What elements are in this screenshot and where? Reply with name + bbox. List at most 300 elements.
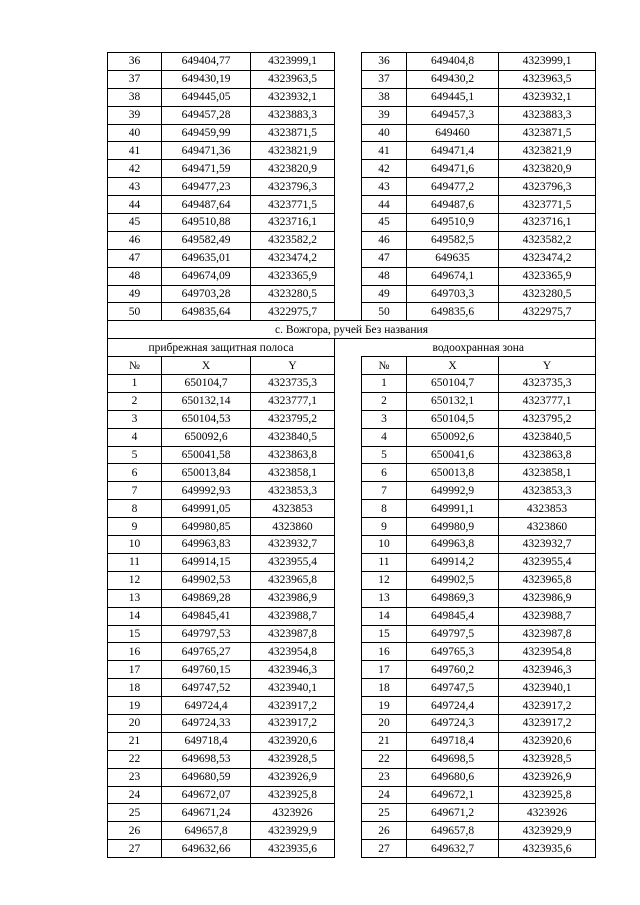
left-point-number: 38	[108, 88, 162, 106]
right-y-coordinate: 4323986,9	[499, 589, 596, 607]
left-point-number: 6	[108, 464, 162, 482]
column-gap	[335, 70, 362, 88]
table-row	[108, 714, 596, 732]
right-x-coordinate: 649477,2	[407, 178, 499, 196]
table-row	[108, 786, 596, 804]
right-point-number: 5	[362, 446, 407, 464]
table-row	[108, 679, 596, 697]
left-y-coordinate: 4323365,9	[251, 267, 335, 285]
right-x-coordinate: 649657,8	[407, 822, 499, 840]
column-gap	[335, 661, 362, 679]
left-x-coordinate: 649477,23	[162, 178, 251, 196]
right-point-number: 39	[362, 106, 407, 124]
left-x-coordinate: 649980,85	[162, 518, 251, 536]
right-y-coordinate: 4323883,3	[499, 106, 596, 124]
right-x-coordinate: 649674,1	[407, 267, 499, 285]
left-x-coordinate: 649674,09	[162, 267, 251, 285]
left-x-coordinate: 649671,24	[162, 804, 251, 822]
left-point-number: 18	[108, 679, 162, 697]
table-row	[108, 625, 596, 643]
column-gap	[335, 267, 362, 285]
table-row	[108, 643, 596, 661]
right-x-coordinate: 649724,4	[407, 697, 499, 715]
right-x-coordinate: 649991,1	[407, 500, 499, 518]
right-y-coordinate: 4323926	[499, 804, 596, 822]
table-row	[108, 518, 596, 536]
column-gap	[335, 410, 362, 428]
left-point-number: 27	[108, 840, 162, 858]
right-y-coordinate: 4323474,2	[499, 249, 596, 267]
right-x-coordinate: 649582,5	[407, 231, 499, 249]
left-x-coordinate: 649991,05	[162, 500, 251, 518]
right-y-coordinate: 4323871,5	[499, 124, 596, 142]
left-point-number: 39	[108, 106, 162, 124]
right-x-coordinate: 649430,2	[407, 70, 499, 88]
right-x-coordinate: 650092,6	[407, 428, 499, 446]
right-y-coordinate: 4323988,7	[499, 607, 596, 625]
right-y-coordinate: 4323955,4	[499, 553, 596, 571]
left-y-coordinate: 4323917,2	[251, 697, 335, 715]
left-x-coordinate: 650104,53	[162, 410, 251, 428]
right-x-coordinate: 649902,5	[407, 571, 499, 589]
right-x-coordinate: 650104,5	[407, 410, 499, 428]
table-row	[108, 464, 596, 482]
left-point-number: 7	[108, 482, 162, 500]
left-x-coordinate: 649869,28	[162, 589, 251, 607]
right-y-coordinate: 4323963,5	[499, 70, 596, 88]
right-y-coordinate: 4323716,1	[499, 214, 596, 232]
column-gap	[335, 375, 362, 393]
left-y-coordinate: 4323795,2	[251, 410, 335, 428]
right-point-number: 9	[362, 518, 407, 536]
column-gap	[335, 679, 362, 697]
table-row	[108, 88, 596, 106]
table-row	[108, 249, 596, 267]
column-header-y: Y	[251, 357, 335, 375]
right-point-number: 2	[362, 392, 407, 410]
right-x-coordinate: 649765,3	[407, 643, 499, 661]
right-x-coordinate: 649724,3	[407, 714, 499, 732]
left-y-coordinate: 4323928,5	[251, 750, 335, 768]
right-x-coordinate: 650041,6	[407, 446, 499, 464]
left-x-coordinate: 650132,14	[162, 392, 251, 410]
left-point-number: 13	[108, 589, 162, 607]
right-point-number: 50	[362, 303, 407, 321]
right-x-coordinate: 649760,2	[407, 661, 499, 679]
column-gap	[335, 392, 362, 410]
left-point-number: 2	[108, 392, 162, 410]
right-x-coordinate: 649703,3	[407, 285, 499, 303]
section-title: с. Вожгора, ручей Без названия	[108, 321, 596, 339]
left-x-coordinate: 649404,77	[162, 53, 251, 71]
right-point-number: 8	[362, 500, 407, 518]
left-y-coordinate: 4323820,9	[251, 160, 335, 178]
right-y-coordinate: 4323926,9	[499, 768, 596, 786]
table-row	[108, 553, 596, 571]
right-point-number: 38	[362, 88, 407, 106]
right-point-number: 18	[362, 679, 407, 697]
column-gap	[335, 643, 362, 661]
left-y-coordinate: 4323771,5	[251, 196, 335, 214]
left-x-coordinate: 649698,53	[162, 750, 251, 768]
left-point-number: 21	[108, 732, 162, 750]
table-row	[108, 822, 596, 840]
left-x-coordinate: 649718,4	[162, 732, 251, 750]
left-y-coordinate: 4323582,2	[251, 231, 335, 249]
left-x-coordinate: 649760,15	[162, 661, 251, 679]
left-y-coordinate: 4323963,5	[251, 70, 335, 88]
right-point-number: 7	[362, 482, 407, 500]
right-point-number: 26	[362, 822, 407, 840]
left-point-number: 12	[108, 571, 162, 589]
right-y-coordinate: 4323735,3	[499, 375, 596, 393]
table-row	[108, 589, 596, 607]
right-x-coordinate: 649404,8	[407, 53, 499, 71]
right-point-number: 4	[362, 428, 407, 446]
column-gap	[335, 822, 362, 840]
right-point-number: 15	[362, 625, 407, 643]
left-point-number: 16	[108, 643, 162, 661]
right-y-coordinate: 4323863,8	[499, 446, 596, 464]
right-y-coordinate: 4323840,5	[499, 428, 596, 446]
column-gap	[335, 196, 362, 214]
left-x-coordinate: 650092,6	[162, 428, 251, 446]
right-x-coordinate: 649680,6	[407, 768, 499, 786]
left-point-number: 9	[108, 518, 162, 536]
column-gap	[335, 339, 362, 357]
table-row	[108, 285, 596, 303]
right-x-coordinate: 649980,9	[407, 518, 499, 536]
left-x-coordinate: 649635,01	[162, 249, 251, 267]
right-point-number: 24	[362, 786, 407, 804]
column-gap	[335, 285, 362, 303]
coordinates-sheet	[107, 52, 595, 858]
right-y-coordinate: 4323954,8	[499, 643, 596, 661]
right-y-coordinate: 4323946,3	[499, 661, 596, 679]
left-y-coordinate: 4323860	[251, 518, 335, 536]
table-row	[108, 142, 596, 160]
left-y-coordinate: 4323932,1	[251, 88, 335, 106]
table-row	[108, 571, 596, 589]
column-gap	[335, 518, 362, 536]
table-row	[108, 428, 596, 446]
table-row	[108, 196, 596, 214]
right-point-number: 49	[362, 285, 407, 303]
left-point-number: 5	[108, 446, 162, 464]
left-y-coordinate: 4323716,1	[251, 214, 335, 232]
left-point-number: 3	[108, 410, 162, 428]
left-y-coordinate: 4323858,1	[251, 464, 335, 482]
right-y-coordinate: 4322975,7	[499, 303, 596, 321]
column-gap	[335, 589, 362, 607]
column-gap	[335, 53, 362, 71]
left-point-number: 19	[108, 697, 162, 715]
column-gap	[335, 428, 362, 446]
left-point-number: 46	[108, 231, 162, 249]
right-y-coordinate: 4323582,2	[499, 231, 596, 249]
right-y-coordinate: 4323940,1	[499, 679, 596, 697]
right-y-coordinate: 4323777,1	[499, 392, 596, 410]
right-point-number: 21	[362, 732, 407, 750]
right-y-coordinate: 4323795,2	[499, 410, 596, 428]
left-y-coordinate: 4323280,5	[251, 285, 335, 303]
left-y-coordinate: 4323987,8	[251, 625, 335, 643]
left-point-number: 22	[108, 750, 162, 768]
column-gap	[335, 303, 362, 321]
table-row	[108, 303, 596, 321]
right-y-coordinate: 4323858,1	[499, 464, 596, 482]
right-point-number: 27	[362, 840, 407, 858]
column-header-x: X	[162, 357, 251, 375]
left-y-coordinate: 4323863,8	[251, 446, 335, 464]
right-point-number: 48	[362, 267, 407, 285]
column-gap	[335, 714, 362, 732]
left-point-number: 8	[108, 500, 162, 518]
right-x-coordinate: 649510,9	[407, 214, 499, 232]
right-x-coordinate: 649457,3	[407, 106, 499, 124]
right-point-number: 37	[362, 70, 407, 88]
left-point-number: 48	[108, 267, 162, 285]
column-gap	[335, 500, 362, 518]
table-row	[108, 697, 596, 715]
right-y-coordinate: 4323771,5	[499, 196, 596, 214]
left-y-coordinate: 4323999,1	[251, 53, 335, 71]
right-x-coordinate: 649487,6	[407, 196, 499, 214]
column-gap	[335, 124, 362, 142]
left-point-number: 44	[108, 196, 162, 214]
right-point-number: 41	[362, 142, 407, 160]
right-point-number: 40	[362, 124, 407, 142]
left-x-coordinate: 649471,59	[162, 160, 251, 178]
right-x-coordinate: 649635	[407, 249, 499, 267]
table-row	[108, 160, 596, 178]
left-point-number: 20	[108, 714, 162, 732]
right-x-coordinate: 650013,8	[407, 464, 499, 482]
left-y-coordinate: 4323926,9	[251, 768, 335, 786]
table-row	[108, 661, 596, 679]
right-x-coordinate: 649460	[407, 124, 499, 142]
column-gap	[335, 249, 362, 267]
right-point-number: 46	[362, 231, 407, 249]
right-y-coordinate: 4323820,9	[499, 160, 596, 178]
left-point-number: 36	[108, 53, 162, 71]
right-point-number: 42	[362, 160, 407, 178]
column-gap	[335, 750, 362, 768]
column-gap	[335, 214, 362, 232]
left-x-coordinate: 650041,58	[162, 446, 251, 464]
left-x-coordinate: 649632,66	[162, 840, 251, 858]
right-point-number: 10	[362, 536, 407, 554]
column-gap	[335, 178, 362, 196]
left-y-coordinate: 4323883,3	[251, 106, 335, 124]
left-y-coordinate: 4323965,8	[251, 571, 335, 589]
column-gap	[335, 464, 362, 482]
left-point-number: 50	[108, 303, 162, 321]
column-gap	[335, 536, 362, 554]
left-point-number: 1	[108, 375, 162, 393]
left-y-coordinate: 4323940,1	[251, 679, 335, 697]
left-x-coordinate: 649765,27	[162, 643, 251, 661]
column-gap	[335, 804, 362, 822]
left-y-coordinate: 4323954,8	[251, 643, 335, 661]
left-y-coordinate: 4323920,6	[251, 732, 335, 750]
left-y-coordinate: 4323926	[251, 804, 335, 822]
table-row	[108, 70, 596, 88]
table-row	[108, 536, 596, 554]
left-point-number: 10	[108, 536, 162, 554]
left-point-number: 43	[108, 178, 162, 196]
column-header-y: Y	[499, 357, 596, 375]
right-point-number: 22	[362, 750, 407, 768]
left-x-coordinate: 649845,41	[162, 607, 251, 625]
right-x-coordinate: 649914,2	[407, 553, 499, 571]
right-y-coordinate: 4323821,9	[499, 142, 596, 160]
left-point-number: 49	[108, 285, 162, 303]
left-y-coordinate: 4323796,3	[251, 178, 335, 196]
right-point-number: 16	[362, 643, 407, 661]
right-x-coordinate: 649632,7	[407, 840, 499, 858]
right-y-coordinate: 4323796,3	[499, 178, 596, 196]
left-x-coordinate: 649724,33	[162, 714, 251, 732]
right-x-coordinate: 649471,6	[407, 160, 499, 178]
table-row	[108, 482, 596, 500]
left-y-coordinate: 4323821,9	[251, 142, 335, 160]
left-y-coordinate: 4323917,2	[251, 714, 335, 732]
left-x-coordinate: 650104,7	[162, 375, 251, 393]
left-x-coordinate: 649797,53	[162, 625, 251, 643]
table-row	[108, 106, 596, 124]
right-x-coordinate: 650132,1	[407, 392, 499, 410]
left-point-number: 11	[108, 553, 162, 571]
column-gap	[335, 231, 362, 249]
left-x-coordinate: 650013,84	[162, 464, 251, 482]
left-point-number: 25	[108, 804, 162, 822]
left-point-number: 15	[108, 625, 162, 643]
left-x-coordinate: 649963,83	[162, 536, 251, 554]
coordinates-table	[107, 52, 596, 858]
right-point-number: 25	[362, 804, 407, 822]
column-gap	[335, 768, 362, 786]
right-x-coordinate: 649845,4	[407, 607, 499, 625]
left-y-coordinate: 4323735,3	[251, 375, 335, 393]
left-y-coordinate: 4322975,7	[251, 303, 335, 321]
left-y-coordinate: 4323853,3	[251, 482, 335, 500]
right-x-coordinate: 649963,8	[407, 536, 499, 554]
left-y-coordinate: 4323871,5	[251, 124, 335, 142]
left-x-coordinate: 649914,15	[162, 553, 251, 571]
table-row	[108, 607, 596, 625]
right-point-number: 36	[362, 53, 407, 71]
left-y-coordinate: 4323955,4	[251, 553, 335, 571]
right-point-number: 45	[362, 214, 407, 232]
left-x-coordinate: 649445,05	[162, 88, 251, 106]
right-x-coordinate: 649835,6	[407, 303, 499, 321]
right-y-coordinate: 4323965,8	[499, 571, 596, 589]
right-point-number: 13	[362, 589, 407, 607]
column-gap	[335, 840, 362, 858]
left-x-coordinate: 649510,88	[162, 214, 251, 232]
right-point-number: 20	[362, 714, 407, 732]
right-x-coordinate: 649445,1	[407, 88, 499, 106]
column-gap	[335, 697, 362, 715]
right-x-coordinate: 649869,3	[407, 589, 499, 607]
table-row	[108, 375, 596, 393]
column-gap	[335, 732, 362, 750]
table-row	[108, 768, 596, 786]
table-row	[108, 124, 596, 142]
table-bottom-section	[108, 375, 596, 858]
table-row	[108, 446, 596, 464]
left-x-coordinate: 649582,49	[162, 231, 251, 249]
left-point-number: 4	[108, 428, 162, 446]
left-point-number: 17	[108, 661, 162, 679]
column-gap	[335, 142, 362, 160]
right-point-number: 11	[362, 553, 407, 571]
column-header-x: X	[407, 357, 499, 375]
right-x-coordinate: 649747,5	[407, 679, 499, 697]
column-gap	[335, 106, 362, 124]
left-y-coordinate: 4323925,8	[251, 786, 335, 804]
right-point-number: 1	[362, 375, 407, 393]
table-row	[108, 214, 596, 232]
left-x-coordinate: 649902,53	[162, 571, 251, 589]
right-y-coordinate: 4323935,6	[499, 840, 596, 858]
left-y-coordinate: 4323474,2	[251, 249, 335, 267]
table-row	[108, 410, 596, 428]
left-y-coordinate: 4323777,1	[251, 392, 335, 410]
table-row	[108, 750, 596, 768]
right-point-number: 14	[362, 607, 407, 625]
right-y-coordinate: 4323987,8	[499, 625, 596, 643]
left-y-coordinate: 4323946,3	[251, 661, 335, 679]
left-point-number: 37	[108, 70, 162, 88]
right-x-coordinate: 649672,1	[407, 786, 499, 804]
right-y-coordinate: 4323280,5	[499, 285, 596, 303]
table-row	[108, 500, 596, 518]
right-x-coordinate: 649471,4	[407, 142, 499, 160]
right-point-number: 19	[362, 697, 407, 715]
left-point-number: 45	[108, 214, 162, 232]
column-header-number: №	[362, 357, 407, 375]
column-gap	[335, 88, 362, 106]
right-point-number: 43	[362, 178, 407, 196]
left-x-coordinate: 649657,8	[162, 822, 251, 840]
left-point-number: 40	[108, 124, 162, 142]
left-y-coordinate: 4323935,6	[251, 840, 335, 858]
left-x-coordinate: 649457,28	[162, 106, 251, 124]
table-row	[108, 840, 596, 858]
right-y-coordinate: 4323932,1	[499, 88, 596, 106]
right-y-coordinate: 4323920,6	[499, 732, 596, 750]
right-y-coordinate: 4323925,8	[499, 786, 596, 804]
table-row	[108, 267, 596, 285]
right-y-coordinate: 4323932,7	[499, 536, 596, 554]
column-gap	[335, 786, 362, 804]
left-x-coordinate: 649835,64	[162, 303, 251, 321]
right-x-coordinate: 649671,2	[407, 804, 499, 822]
left-x-coordinate: 649703,28	[162, 285, 251, 303]
left-y-coordinate: 4323929,9	[251, 822, 335, 840]
column-gap	[335, 482, 362, 500]
table-row	[108, 178, 596, 196]
right-point-number: 17	[362, 661, 407, 679]
table-top-section	[108, 53, 596, 321]
column-gap	[335, 571, 362, 589]
table-section-header	[108, 321, 596, 375]
right-y-coordinate: 4323860	[499, 518, 596, 536]
right-point-number: 12	[362, 571, 407, 589]
left-point-number: 24	[108, 786, 162, 804]
